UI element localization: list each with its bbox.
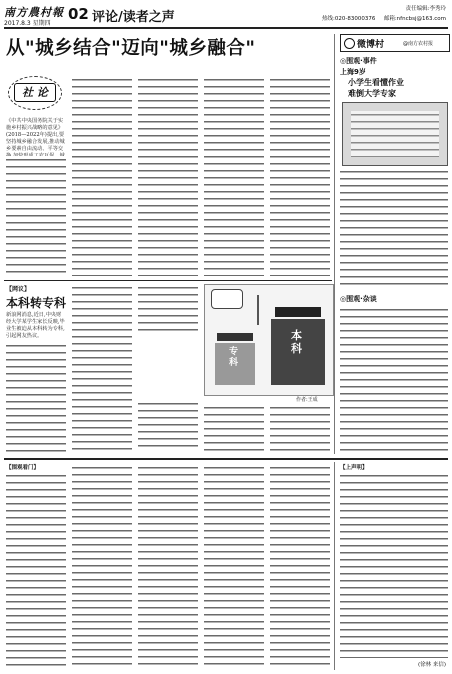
sidebar-section-label: 围观·事件 bbox=[346, 57, 377, 65]
masthead-rule bbox=[4, 27, 448, 29]
sidebar-comment-body bbox=[340, 306, 448, 452]
bottom-column-5 bbox=[270, 464, 330, 668]
bottom-rule bbox=[4, 458, 448, 460]
editorial-column-3 bbox=[138, 76, 198, 276]
weibo-icon bbox=[344, 38, 355, 49]
forum-column-5 bbox=[204, 404, 264, 452]
weibo-header bbox=[340, 34, 450, 52]
issue-date: 2017.8.3 星期四 bbox=[4, 20, 51, 27]
bottom-column-6 bbox=[340, 472, 448, 658]
sidebar-title-2: 小学生看懂作业 bbox=[348, 78, 404, 87]
cartoon-block-left bbox=[215, 343, 255, 385]
editorial-badge bbox=[8, 76, 60, 108]
forum-column-1 bbox=[6, 342, 66, 452]
forum-column-6 bbox=[270, 404, 330, 452]
bottom-column-1 bbox=[6, 472, 66, 668]
homework-photo bbox=[342, 102, 448, 166]
cartoon-bubble bbox=[211, 289, 243, 309]
sidebar-separator bbox=[334, 34, 335, 454]
cartoon-label-left: 专科 bbox=[229, 347, 239, 368]
editorial-lead: 《中共中央国务院关于实施乡村振兴战略的意见》(2018—2022年)提出,要坚持城乡融合发展,推动城乡要素自由流动、平等交 bbox=[6, 118, 65, 152]
bottom-separator bbox=[334, 462, 335, 670]
newspaper-logo: 南方農村報 bbox=[4, 6, 64, 19]
masthead bbox=[0, 0, 452, 30]
bottom-column-2 bbox=[72, 464, 132, 668]
weibo-name: 微博村 bbox=[357, 40, 385, 50]
cartoon-caption: 作者:王成 bbox=[296, 397, 318, 403]
homework-photo-text bbox=[351, 111, 439, 157]
cartoon bbox=[204, 284, 334, 396]
cartoon-cap-left bbox=[217, 333, 253, 341]
forum-tag: 【网议】 bbox=[6, 286, 31, 293]
editor-credit: 责任编辑:李秀玲 bbox=[405, 6, 446, 12]
cartoon-label-right: 本科 bbox=[291, 329, 302, 355]
bottom-byline: (徐林 来信) bbox=[417, 662, 446, 668]
sidebar-title-3: 难倒大学专家 bbox=[348, 89, 396, 98]
forum-column-3 bbox=[138, 284, 198, 334]
sidebar-title-1: 上海9岁 bbox=[340, 68, 366, 76]
forum-column-4 bbox=[138, 400, 198, 452]
page-number: 02 bbox=[68, 5, 89, 23]
forum-lead: 新浪网消息,近日,中央财经大学某学生家长反映,毕业生被迫从本科转为专科,引起网友热议。 bbox=[6, 312, 65, 339]
cartoon-figure bbox=[257, 295, 273, 325]
bottom-column-3 bbox=[138, 464, 198, 668]
sidebar-section-header bbox=[340, 56, 377, 66]
sidebar-comment-label: 围观·杂谈 bbox=[346, 295, 377, 303]
cartoon-cap-right bbox=[275, 307, 321, 317]
editorial-column-5 bbox=[270, 76, 330, 276]
forum-top-rule bbox=[4, 280, 332, 281]
weibo-handle: @南方农村报 bbox=[403, 41, 434, 47]
headline: 从"城乡结合"迈向"城乡融合" bbox=[6, 38, 256, 59]
badge-label: 社 论 bbox=[14, 83, 56, 102]
forum-title: 本科转专科 bbox=[6, 296, 67, 310]
bottom-left-tag: 【围观看门】 bbox=[6, 465, 40, 471]
eye-icon: ◎ bbox=[340, 295, 347, 303]
forum-column-2 bbox=[72, 284, 132, 452]
editorial-column-4 bbox=[204, 76, 264, 276]
editorial-column-1 bbox=[6, 156, 66, 276]
bottom-column-4 bbox=[204, 464, 264, 668]
sidebar-body bbox=[340, 168, 448, 288]
eye-icon: ◎ bbox=[340, 57, 347, 65]
sidebar-comment-header bbox=[340, 294, 377, 304]
hotline: 热线:020-83000376 bbox=[322, 16, 376, 22]
email: 邮箱:nfncbsj@163.com bbox=[383, 16, 446, 22]
editorial-column-2 bbox=[72, 76, 132, 276]
bottom-right-tag: 【上声明】 bbox=[340, 465, 368, 471]
section-title: 评论/读者之声 bbox=[92, 10, 175, 25]
cartoon-block-right bbox=[271, 319, 325, 385]
